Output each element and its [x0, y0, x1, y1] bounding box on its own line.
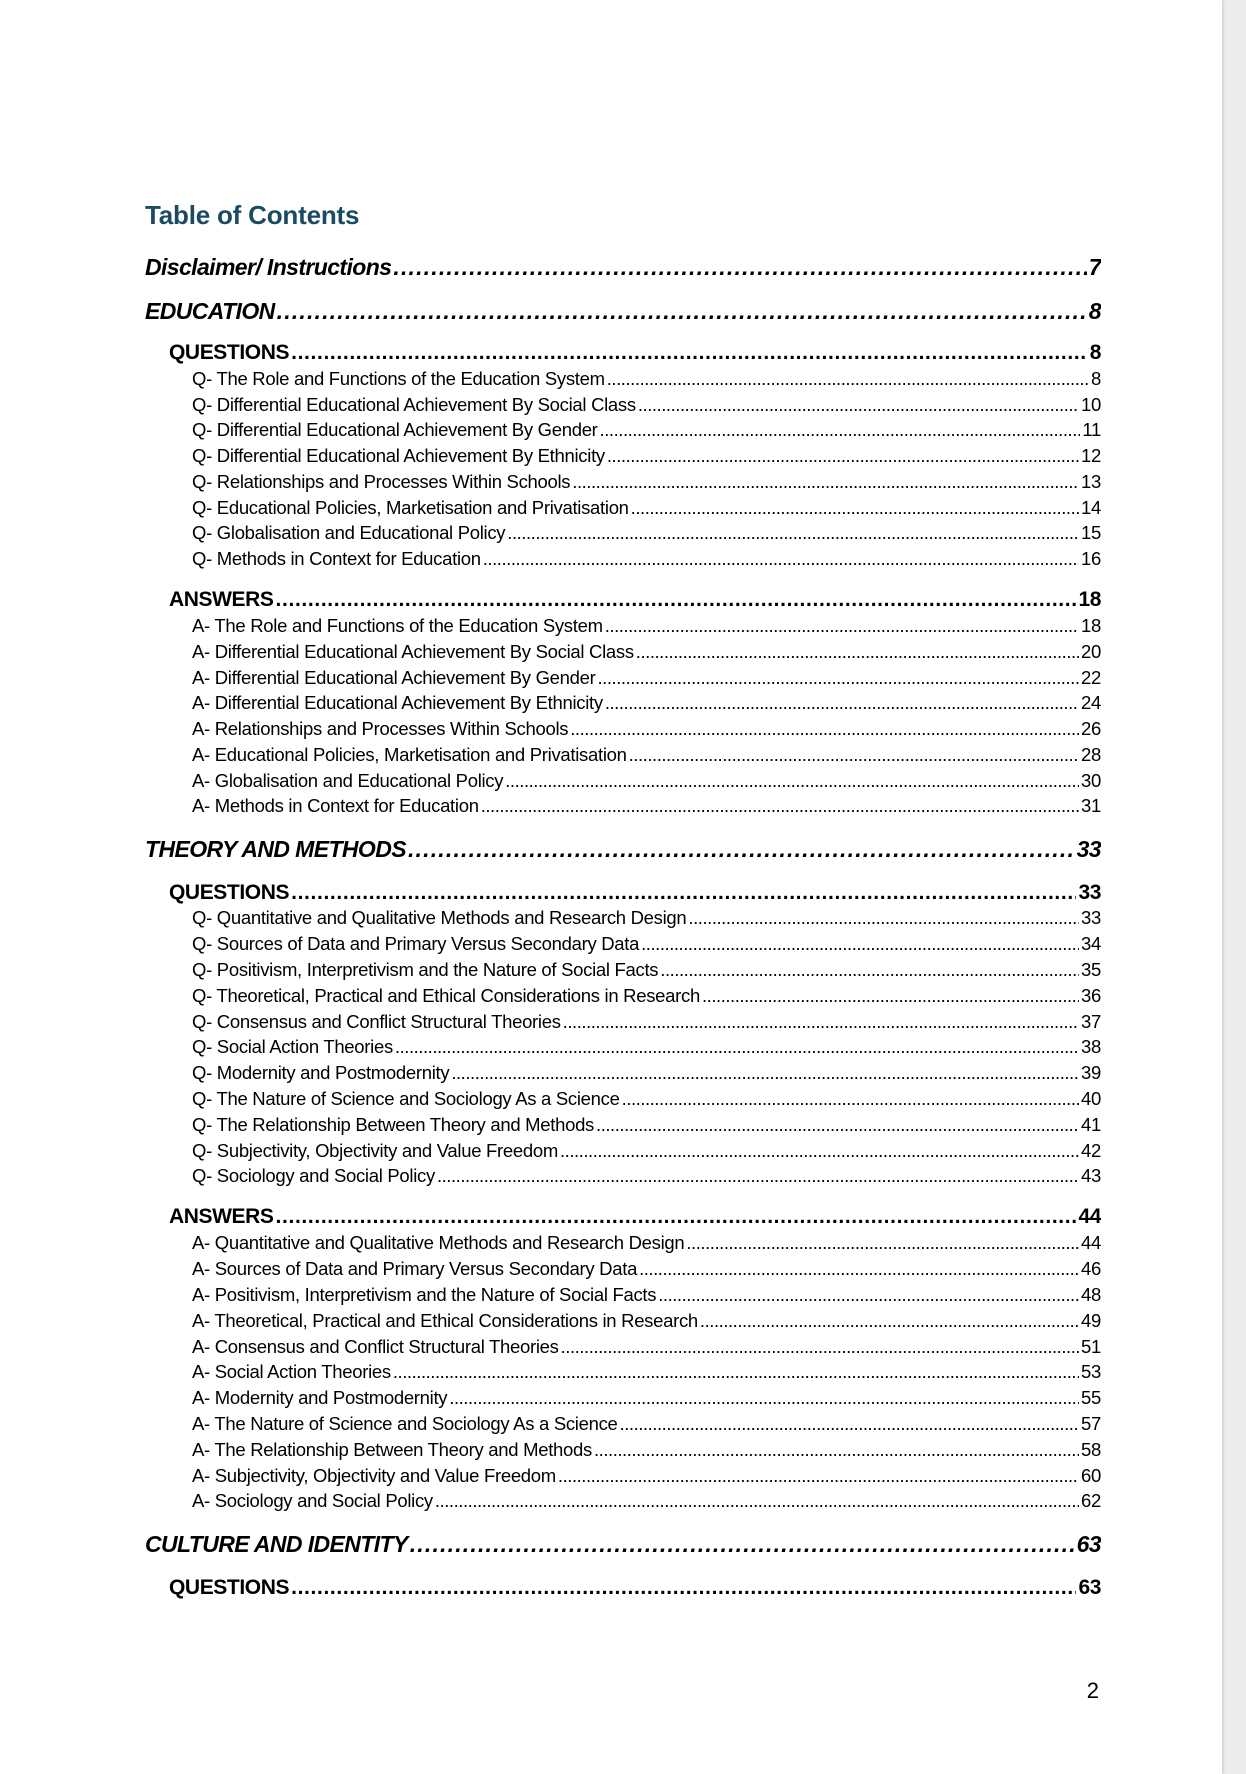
toc-entry[interactable]: [192, 718, 1101, 742]
toc-entry-page: 49: [1081, 1310, 1101, 1331]
toc-entry-page: 13: [1081, 471, 1101, 492]
toc-entry-label: A- Sources of Data and Primary Versus Secondary Data: [192, 1258, 638, 1279]
toc-entry[interactable]: [192, 1036, 1101, 1060]
toc-entry-label: A- The Role and Functions of the Education System: [192, 615, 603, 636]
toc-entry-page: 44: [1081, 1232, 1101, 1253]
toc-dot-leader: [700, 1310, 1079, 1332]
toc-entry-page: 33: [1081, 907, 1101, 928]
toc-entry-page: 63: [1076, 1531, 1101, 1557]
toc-entry[interactable]: [169, 1205, 1101, 1232]
toc-entry-page: 62: [1081, 1490, 1101, 1511]
toc-dot-leader: [638, 394, 1079, 416]
toc-entry[interactable]: [192, 1336, 1101, 1360]
toc-dot-leader: [570, 718, 1079, 740]
toc-entry-label: A- Consensus and Conflict Structural Theories: [192, 1336, 559, 1357]
toc-entry-label: Q- Sources of Data and Primary Versus Secondary Data: [192, 933, 640, 954]
toc-dot-leader: [408, 836, 1075, 863]
toc-entry[interactable]: [169, 341, 1101, 368]
toc-entry-label: A- Globalisation and Educational Policy: [192, 770, 504, 791]
toc-entry[interactable]: [192, 641, 1101, 665]
toc-entry[interactable]: [192, 1413, 1101, 1437]
toc-entry[interactable]: [145, 836, 1101, 866]
toc-entry[interactable]: [192, 692, 1101, 716]
toc-entry-page: 30: [1081, 770, 1101, 791]
toc-dot-leader: [561, 1336, 1079, 1358]
toc-entry-page: 31: [1081, 795, 1101, 816]
toc-entry[interactable]: [192, 1310, 1101, 1334]
toc-entry-page: 16: [1081, 548, 1101, 569]
toc-entry-page: 24: [1081, 692, 1101, 713]
toc-entry-page: 44: [1078, 1205, 1101, 1228]
toc-entry-label: A- Sociology and Social Policy: [192, 1490, 433, 1511]
toc-entry-label: Q- The Relationship Between Theory and Methods: [192, 1114, 595, 1135]
toc-entry-label: ANSWERS: [169, 588, 274, 611]
toc-entry[interactable]: [145, 254, 1101, 284]
toc-entry-page: 11: [1082, 419, 1101, 440]
toc-dot-leader: [596, 1114, 1079, 1136]
toc-entry[interactable]: [169, 1576, 1101, 1603]
toc-entry-label: A- Relationships and Processes Within Schools: [192, 718, 569, 739]
toc-entry-label: Q- Sociology and Social Policy: [192, 1165, 435, 1186]
toc-dot-leader: [600, 419, 1081, 441]
toc-entry-page: 51: [1081, 1336, 1101, 1357]
toc-entry-label: Disclaimer/ Instructions: [145, 254, 392, 280]
toc-entry-label: Q- Social Action Theories: [192, 1036, 393, 1057]
toc-entry-page: 26: [1081, 718, 1101, 739]
toc-entry-page: 55: [1081, 1387, 1101, 1408]
toc-entry[interactable]: [192, 1361, 1101, 1385]
toc-entry-label: QUESTIONS: [169, 881, 290, 904]
toc-entry[interactable]: [192, 933, 1101, 957]
toc-dot-leader: [605, 692, 1079, 714]
toc-dot-leader: [594, 1439, 1079, 1461]
toc-entry-label: A- Differential Educational Achievement By Gender: [192, 667, 596, 688]
toc-entry[interactable]: [192, 548, 1101, 572]
toc-entry-page: 12: [1081, 445, 1101, 466]
toc-entry-page: 53: [1081, 1361, 1101, 1382]
toc-dot-leader: [598, 667, 1080, 689]
toc-entry[interactable]: [192, 959, 1101, 983]
toc-entry-label: A- Methods in Context for Education: [192, 795, 479, 816]
toc-entry[interactable]: [192, 985, 1101, 1009]
toc-dot-leader: [449, 1387, 1079, 1409]
toc-entry[interactable]: [192, 667, 1101, 691]
toc-entry[interactable]: [192, 615, 1101, 639]
toc-entry[interactable]: [192, 770, 1101, 794]
toc-entry[interactable]: [192, 1165, 1101, 1189]
toc-entry-label: Q- Methods in Context for Education: [192, 548, 481, 569]
toc-entry-page: 38: [1081, 1036, 1101, 1057]
toc-dot-leader: [686, 1232, 1079, 1254]
toc-entry-page: 18: [1078, 588, 1101, 611]
toc-entry-page: 14: [1081, 497, 1101, 518]
toc-entry-label: A- Subjectivity, Objectivity and Value Freedom: [192, 1465, 556, 1486]
toc-entry-label: THEORY AND METHODS: [145, 836, 406, 862]
toc-entry-page: 37: [1081, 1011, 1101, 1032]
toc-entry-label: A- Positivism, Interpretivism and the Nature of Social Facts: [192, 1284, 657, 1305]
toc-dot-leader: [507, 522, 1079, 544]
toc-entry-label: A- The Relationship Between Theory and Methods: [192, 1439, 592, 1460]
toc-entry-page: 15: [1081, 522, 1101, 543]
toc-entry-label: CULTURE AND IDENTITY: [145, 1531, 408, 1557]
toc-entry-page: 22: [1081, 667, 1101, 688]
toc-entry[interactable]: [192, 1011, 1101, 1035]
toc-dot-leader: [291, 1576, 1076, 1600]
toc-dot-leader: [560, 1140, 1079, 1162]
toc-entry[interactable]: [192, 522, 1101, 546]
toc-entry-page: 41: [1081, 1114, 1101, 1135]
toc-entry-page: 18: [1081, 615, 1101, 636]
toc-entry[interactable]: [145, 1531, 1101, 1561]
toc-entry-label: ANSWERS: [169, 1205, 274, 1228]
toc-entry-page: 40: [1081, 1088, 1101, 1109]
toc-dot-leader: [291, 341, 1088, 365]
toc-entry-label: Q- Subjectivity, Objectivity and Value Freedom: [192, 1140, 558, 1161]
toc-dot-leader: [639, 1258, 1079, 1280]
toc-dot-leader: [607, 368, 1089, 390]
toc-entry[interactable]: [192, 1439, 1101, 1463]
toc-entry-label: A- Differential Educational Achievement By Social Class: [192, 641, 634, 662]
toc-entry[interactable]: [192, 368, 1101, 392]
toc-dot-leader: [451, 1062, 1079, 1084]
toc-entry-label: QUESTIONS: [169, 341, 290, 364]
toc-entry-page: 46: [1081, 1258, 1101, 1279]
toc-entry[interactable]: [192, 1490, 1101, 1514]
toc-dot-leader: [631, 497, 1079, 519]
toc-entry-label: Q- Positivism, Interpretivism and the Nature of Social Facts: [192, 959, 659, 980]
toc-dot-leader: [702, 985, 1079, 1007]
toc-entry-label: EDUCATION: [145, 298, 275, 324]
toc-dot-leader: [410, 1531, 1075, 1558]
toc-entry-label: Q- Differential Educational Achievement By Gender: [192, 419, 598, 440]
toc-dot-leader: [505, 770, 1079, 792]
toc-entry[interactable]: [192, 744, 1101, 768]
toc-entry-page: 57: [1081, 1413, 1101, 1434]
toc-entry[interactable]: [169, 881, 1101, 908]
toc-entry-label: Q- Globalisation and Educational Policy: [192, 522, 506, 543]
toc-dot-leader: [658, 1284, 1079, 1306]
toc-entry-page: 42: [1081, 1140, 1101, 1161]
toc-entry-label: Q- The Role and Functions of the Education System: [192, 368, 605, 389]
toc-entry[interactable]: [192, 419, 1101, 443]
toc-entry-page: 8: [1091, 368, 1101, 389]
toc-entry-page: 33: [1076, 836, 1101, 862]
toc-entry-page: 63: [1078, 1576, 1101, 1599]
toc-entry-label: Q- Modernity and Postmodernity: [192, 1062, 450, 1083]
toc-entry[interactable]: [192, 1062, 1101, 1086]
toc-entry-page: 8: [1089, 341, 1101, 364]
toc-dot-leader: [276, 1205, 1077, 1229]
toc-entry[interactable]: [192, 471, 1101, 495]
toc-entry[interactable]: [192, 1088, 1101, 1112]
toc-entry-page: 39: [1081, 1062, 1101, 1083]
toc-entry-page: 7: [1088, 254, 1101, 280]
toc-dot-leader: [558, 1465, 1079, 1487]
toc-entry[interactable]: [192, 1140, 1101, 1164]
toc-dot-leader: [276, 588, 1077, 612]
toc-title: Table of Contents: [145, 200, 360, 230]
toc-entry[interactable]: [192, 1258, 1101, 1282]
toc-entry[interactable]: [192, 795, 1101, 819]
toc-entry-label: A- The Nature of Science and Sociology As a Science: [192, 1413, 618, 1434]
toc-dot-leader: [291, 881, 1076, 905]
toc-dot-leader: [435, 1490, 1079, 1512]
toc-dot-leader: [622, 1088, 1079, 1110]
toc-entry-page: 33: [1078, 881, 1101, 904]
toc-dot-leader: [641, 933, 1079, 955]
toc-entry[interactable]: [192, 1284, 1101, 1308]
toc-dot-leader: [660, 959, 1079, 981]
toc-entry-label: A- Theoretical, Practical and Ethical Considerations in Research: [192, 1310, 698, 1331]
toc-entry[interactable]: [192, 1114, 1101, 1138]
toc-dot-leader: [393, 1361, 1079, 1383]
toc-entry-label: Q- Differential Educational Achievement By Social Class: [192, 394, 636, 415]
toc-entry[interactable]: [192, 445, 1101, 469]
toc-entry-label: Q- Educational Policies, Marketisation and Privatisation: [192, 497, 629, 518]
toc-dot-leader: [607, 445, 1079, 467]
toc-entry[interactable]: [192, 1465, 1101, 1489]
toc-dot-leader: [481, 795, 1079, 817]
toc-entry-label: Q- Quantitative and Qualitative Methods and Research Design: [192, 907, 687, 928]
toc-dot-leader: [572, 471, 1079, 493]
toc-entry-label: Q- The Nature of Science and Sociology As a Science: [192, 1088, 620, 1109]
toc-entry-page: 58: [1081, 1439, 1101, 1460]
page-number: 2: [1086, 1678, 1099, 1703]
toc-entry-label: A- Modernity and Postmodernity: [192, 1387, 448, 1408]
toc-dot-leader: [563, 1011, 1079, 1033]
toc-entry[interactable]: [192, 907, 1101, 931]
toc-entry-page: 20: [1081, 641, 1101, 662]
toc-dot-leader: [437, 1165, 1079, 1187]
toc-entry-label: Q- Differential Educational Achievement By Ethnicity: [192, 445, 605, 466]
toc-entry-page: 34: [1081, 933, 1101, 954]
toc-dot-leader: [395, 1036, 1079, 1058]
toc-entry[interactable]: [169, 588, 1101, 615]
toc-entry-label: Q- Consensus and Conflict Structural Theories: [192, 1011, 561, 1032]
toc-entry-label: A- Educational Policies, Marketisation and Privatisation: [192, 744, 627, 765]
toc-dot-leader: [277, 298, 1087, 325]
toc-dot-leader: [483, 548, 1079, 570]
toc-dot-leader: [620, 1413, 1079, 1435]
toc-entry-page: 60: [1081, 1465, 1101, 1486]
toc-entry[interactable]: [192, 394, 1101, 418]
toc-entry-label: A- Differential Educational Achievement By Ethnicity: [192, 692, 603, 713]
toc-entry-page: 36: [1081, 985, 1101, 1006]
toc-entry-page: 8: [1088, 298, 1101, 324]
toc-entry-label: Q- Theoretical, Practical and Ethical Considerations in Research: [192, 985, 700, 1006]
toc-dot-leader: [636, 641, 1079, 663]
toc-entry-page: 28: [1081, 744, 1101, 765]
toc-entry-label: QUESTIONS: [169, 1576, 290, 1599]
toc-entry-label: A- Social Action Theories: [192, 1361, 391, 1382]
toc-entry[interactable]: [192, 1232, 1101, 1256]
toc-entry[interactable]: [192, 1387, 1101, 1411]
toc-entry[interactable]: [145, 298, 1101, 328]
toc-entry-label: A- Quantitative and Qualitative Methods and Research Design: [192, 1232, 685, 1253]
toc-dot-leader: [688, 907, 1079, 929]
toc-dot-leader: [629, 744, 1079, 766]
toc-entry-page: 48: [1081, 1284, 1101, 1305]
toc-dot-leader: [393, 254, 1086, 281]
toc-entry-page: 10: [1081, 394, 1101, 415]
toc-entry-page: 35: [1081, 959, 1101, 980]
toc-entry-label: Q- Relationships and Processes Within Schools: [192, 471, 571, 492]
toc-entry[interactable]: [192, 497, 1101, 521]
toc-entry-page: 43: [1081, 1165, 1101, 1186]
toc-dot-leader: [605, 615, 1079, 637]
